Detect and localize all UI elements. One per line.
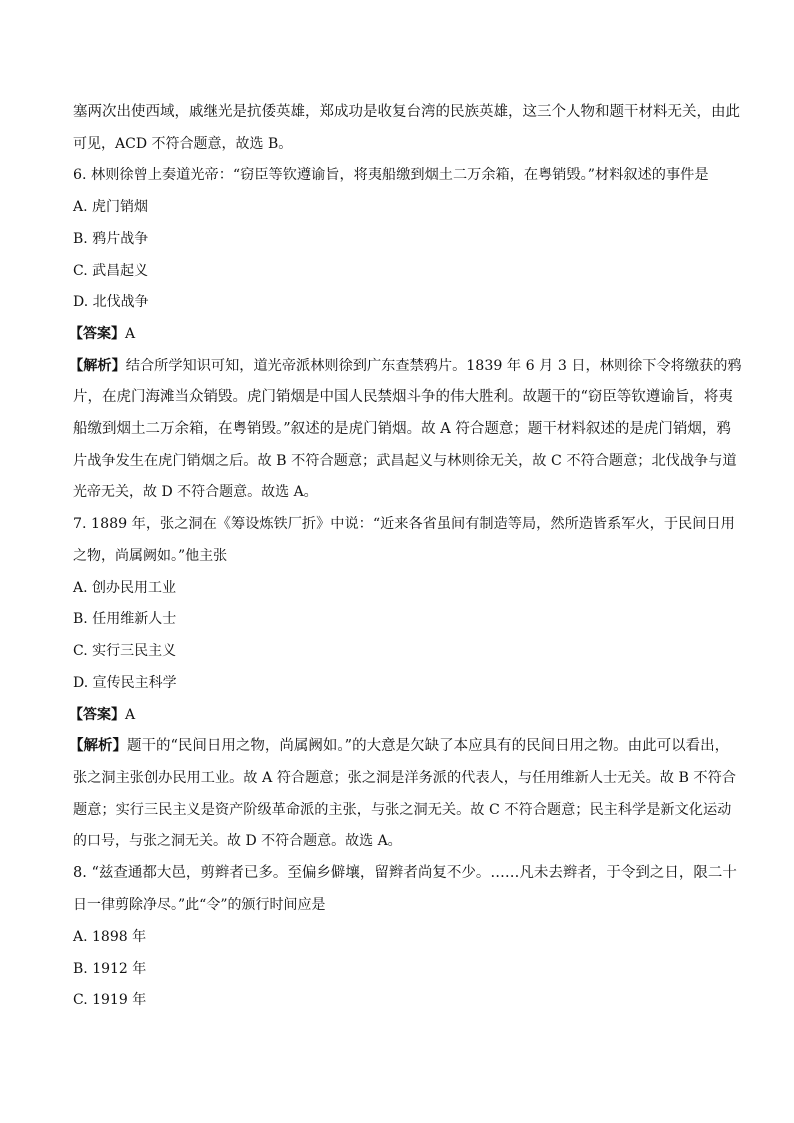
question-8-stem: 8. “兹查通都大邑，剪辫者已多。至偏乡僻壤，留辫者尚复不少。……凡未去辫者，于令到之日，限二十 [73, 865, 737, 881]
text-line: 之物，尚属阙如。”他主张 [73, 548, 228, 564]
answer-label: 【答案】 [69, 707, 125, 723]
analysis-label: 【解析】 [69, 737, 127, 754]
analysis-text: 结合所学知识可知，道光帝派林则徐到广东查禁鸦片。1839 年 6 月 3 日，林则徐下令将缴获的鸦 [125, 358, 742, 374]
option-a: A. 创办民用工业 [73, 580, 177, 596]
option-b: B. 1912 年 [73, 961, 147, 977]
answer-value: A [125, 707, 136, 723]
option-a: A. 1898 年 [73, 929, 147, 945]
question-6-stem: 6. 林则徐曾上奏道光帝：“窃臣等钦遵谕旨，将夷船缴到烟土二万余箱，在粤销毁。”材料叙述的事件是 [73, 167, 709, 183]
answer-line [69, 705, 135, 725]
text-line: 日一律剪除净尽。”此“令”的颁行时间应是 [73, 897, 326, 913]
answer-label: 【答案】 [69, 326, 125, 342]
text-line: 张之洞主张创办民用工业。故 A 符合题意；张之洞是洋务派的代表人，与任用维新人士无关。故 B 不符合 [73, 770, 736, 786]
option-c: C. 武昌起义 [73, 263, 149, 279]
option-c: C. 实行三民主义 [73, 643, 177, 659]
analysis-text: 题干的“民间日用之物，尚属阙如。”的大意是欠缺了本应具有的民间日用之物。由此可以看出， [127, 738, 730, 754]
answer-value: A [125, 326, 136, 342]
text-line: 片战争发生在虎门销烟之后。故 B 不符合题意；武昌起义与林则徐无关，故 C 不符合题意；北伐战争与道 [73, 453, 737, 469]
text-line: 塞两次出使西域，戚继光是抗倭英雄，郑成功是收复台湾的民族英雄，这三个人物和题干材料无关，由此 [73, 104, 740, 120]
question-7-stem: 7. 1889 年，张之洞在《筹设炼铁厂折》中说：“近来各省虽间有制造等局，然所造皆系军火，于民间日用 [73, 516, 735, 532]
analysis-line [69, 736, 729, 756]
text-line: 题意；实行三民主义是资产阶级革命派的主张，与张之洞无关。故 C 不符合题意；民主科学是新文化运动 [73, 802, 732, 818]
option-b: B. 鸦片战争 [73, 231, 149, 247]
option-d: D. 北伐战争 [73, 294, 149, 310]
analysis-label: 【解析】 [69, 358, 126, 374]
text-line: 的口号，与张之洞无关。故 D 不符合题意。故选 A。 [73, 833, 402, 849]
option-d: D. 宣传民主科学 [73, 675, 177, 691]
option-b: B. 任用维新人士 [73, 611, 177, 627]
option-a: A. 虎门销烟 [73, 199, 149, 215]
analysis-line [69, 356, 742, 376]
text-line: 船缴到烟土二万余箱，在粤销毁。”叙述的是虎门销烟。故 A 符合题意；题干材料叙述的是虎门销烟，鸦 [73, 421, 731, 437]
option-c: C. 1919 年 [73, 992, 147, 1008]
answer-line [69, 324, 135, 344]
text-line: 片，在虎门海滩当众销毁。虎门销烟是中国人民禁烟斗争的伟大胜利。故题干的“窃臣等钦遵谕旨，将夷 [73, 389, 733, 405]
text-line: 可见，ACD 不符合题意，故选 B。 [73, 136, 293, 152]
text-line: 光帝无关，故 D 不符合题意。故选 A。 [73, 484, 318, 500]
